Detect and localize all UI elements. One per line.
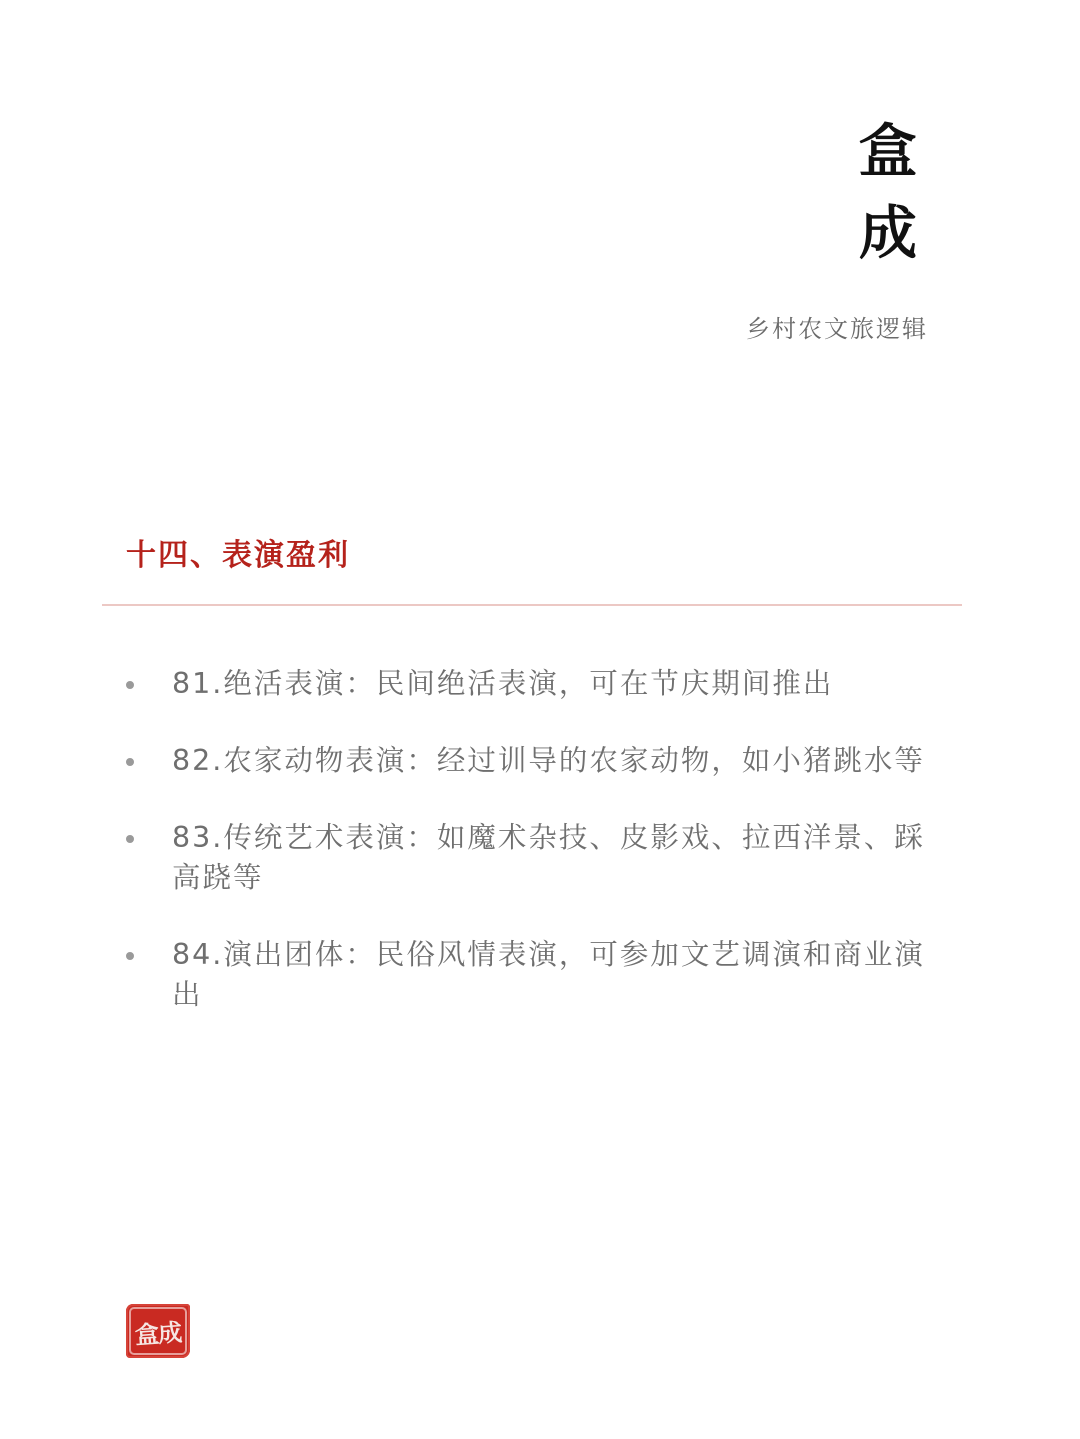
list-item-text: 83.传统艺术表演：如魔术杂技、皮影戏、拉西洋景、踩高跷等 [172,821,925,894]
item-list [124,664,944,1052]
bullet-icon [126,758,134,766]
bullet-icon [126,952,134,960]
brand-subtitle: 乡村农文旅逻辑 [746,315,928,343]
list-item [124,935,944,1015]
list-item-text: 84.演出团体：民俗风情表演，可参加文艺调演和商业演出 [172,938,925,1011]
seal-text: 盒成 [134,1317,183,1350]
brand-char-2: 成 [858,199,917,268]
brand-char-1: 盒 [858,117,917,185]
seal-stamp-icon [126,1304,190,1358]
bullet-icon [126,681,134,689]
section-title: 十四、表演盈利 [126,538,350,573]
section-divider [102,604,962,606]
list-item-text: 81.绝活表演：民间绝活表演，可在节庆期间推出 [172,667,834,700]
brand-title [848,110,928,275]
list-item [124,664,944,704]
list-item-text: 82.农家动物表演：经过训导的农家动物，如小猪跳水等 [172,744,925,777]
list-item [124,741,944,781]
bullet-icon [126,835,134,843]
list-item [124,818,944,898]
